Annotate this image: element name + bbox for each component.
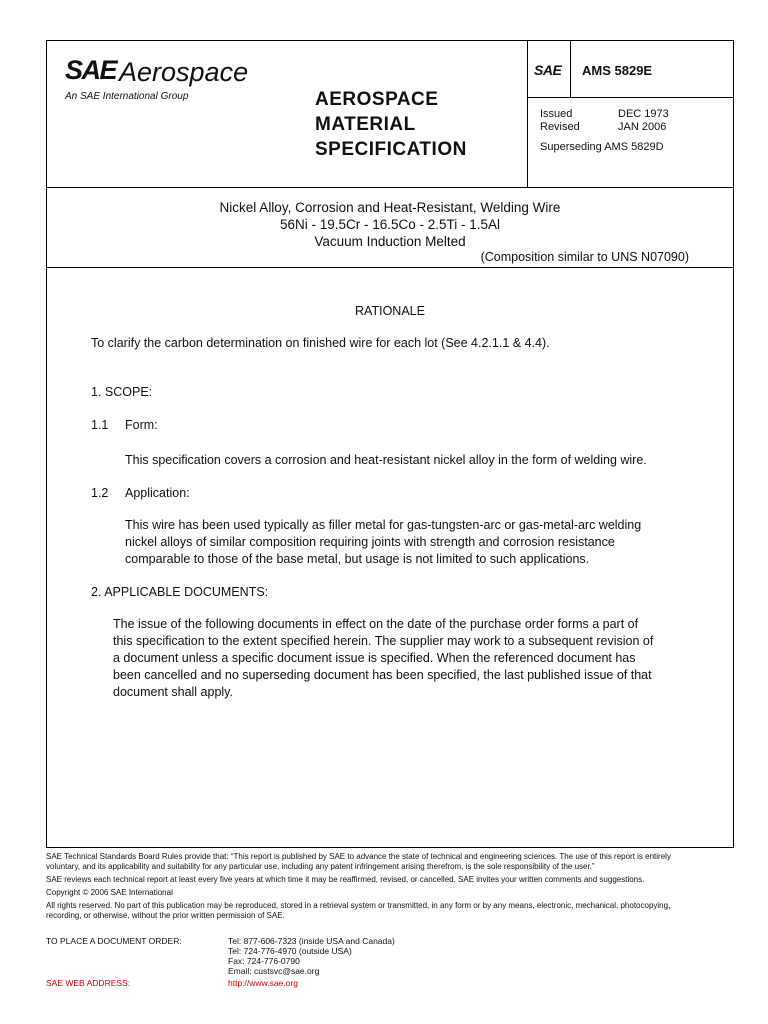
applicable-line: been cancelled and no superseding document has been specified, the last published issue of that: [113, 668, 652, 682]
order-contact-line: Tel: 724-776-4970 (outside USA): [228, 946, 352, 956]
issued-date: DEC 1973: [618, 108, 669, 120]
applicable-line: a document unless a specific document issue is specified. When the referenced document has: [113, 651, 636, 665]
document-frame: [46, 40, 734, 848]
document-header: [47, 41, 733, 188]
scope-heading: 1. SCOPE:: [91, 385, 153, 399]
applicable-line: this specification to the extent specified herein. The supplier may work to a subsequent revision of: [113, 634, 654, 648]
logo-word: Aerospace: [119, 57, 249, 87]
revised-label: Revised: [540, 121, 580, 133]
title-line: AEROSPACE: [315, 89, 439, 110]
order-contact-line: Tel: 877-606-7323 (inside USA and Canada): [228, 936, 395, 946]
copyright-note: Copyright © 2006 SAE International: [46, 888, 173, 897]
title-line: SPECIFICATION: [315, 139, 467, 160]
superseding-note: Superseding AMS 5829D: [540, 141, 664, 153]
spec-info-box: [527, 41, 734, 187]
application-line: nickel alloys of similar composition requiring joints with strength and corrosion resistance: [125, 535, 615, 549]
web-address-label: SAE WEB ADDRESS:: [46, 978, 131, 988]
rules-line: voluntary, and its applicability and suitability for any particular use, including any patent infringement arising therefrom, is the sole responsibility of the user.”: [46, 862, 595, 871]
review-note: SAE reviews each technical report at least every five years at which time it may be reaffirmed, revised, or cancelled. SAE invites your written comments and suggestions.: [46, 875, 645, 884]
rationale-heading: RATIONALE: [355, 304, 425, 318]
subject-block: [47, 187, 733, 268]
subject-line-2: 56Ni - 19.5Cr - 16.5Co - 2.5Ti - 1.5Al: [279, 217, 501, 232]
applicable-line: document shall apply.: [113, 685, 233, 699]
spec-type-title: [315, 87, 467, 162]
issued-label: Issued: [540, 108, 573, 120]
order-email: Email: custsvc@sae.org: [228, 966, 320, 976]
spec-number-row: [528, 41, 734, 98]
ams-number: AMS 5829E: [582, 63, 653, 78]
section-1-1-number: 1.1: [91, 418, 109, 432]
subject-line-1: Nickel Alloy, Corrosion and Heat-Resistant, Welding Wire: [219, 200, 561, 215]
sae-mini-logo: SAE: [534, 62, 562, 78]
application-line: This wire has been used typically as filler metal for gas-tungsten-arc or gas-metal-arc welding: [125, 518, 642, 532]
web-address-link[interactable]: http://www.sae.org: [228, 978, 298, 988]
section-1-1-heading: Form:: [125, 418, 158, 432]
subject-line-3: Vacuum Induction Melted: [314, 234, 466, 249]
rights-line: All rights reserved. No part of this publication may be reproduced, stored in a retrieval system or transmitted, in any form or by any means, electronic, mechanical, photocopying,: [46, 901, 671, 910]
section-1-2-heading: Application:: [125, 486, 190, 500]
order-contact-line: Fax: 724-776-0790: [228, 956, 300, 966]
rights-line: recording, or otherwise, without the prior written permission of SAE.: [46, 911, 285, 920]
revised-date: JAN 2006: [618, 121, 667, 133]
rationale-text: To clarify the carbon determination on finished wire for each lot (See 4.2.1.1 & 4.4).: [91, 336, 550, 350]
composition-note: (Composition similar to UNS N07090): [480, 250, 689, 264]
sae-mini-logo-cell: [528, 41, 571, 97]
section-1-1-text: This specification covers a corrosion and heat-resistant nickel alloy in the form of welding wire.: [125, 453, 647, 467]
application-line: comparable to those of the base metal, but usage is not limited to such applications.: [125, 552, 590, 566]
logo-brand: SAE: [65, 55, 117, 85]
title-line: MATERIAL: [315, 114, 416, 135]
applicable-line: The issue of the following documents in effect on the date of the purchase order forms a part of: [113, 617, 639, 631]
rules-line: SAE Technical Standards Board Rules provide that: “This report is published by SAE to advance the state of technical and engineering sciences. The use of this report is entirely: [46, 852, 671, 861]
order-label: TO PLACE A DOCUMENT ORDER:: [46, 936, 182, 946]
order-contact-list: [228, 936, 395, 976]
applicable-documents-heading: 2. APPLICABLE DOCUMENTS:: [91, 585, 269, 599]
logo-tagline: An SAE International Group: [65, 91, 189, 102]
legal-footer: [46, 852, 746, 924]
section-1-2-number: 1.2: [91, 486, 109, 500]
